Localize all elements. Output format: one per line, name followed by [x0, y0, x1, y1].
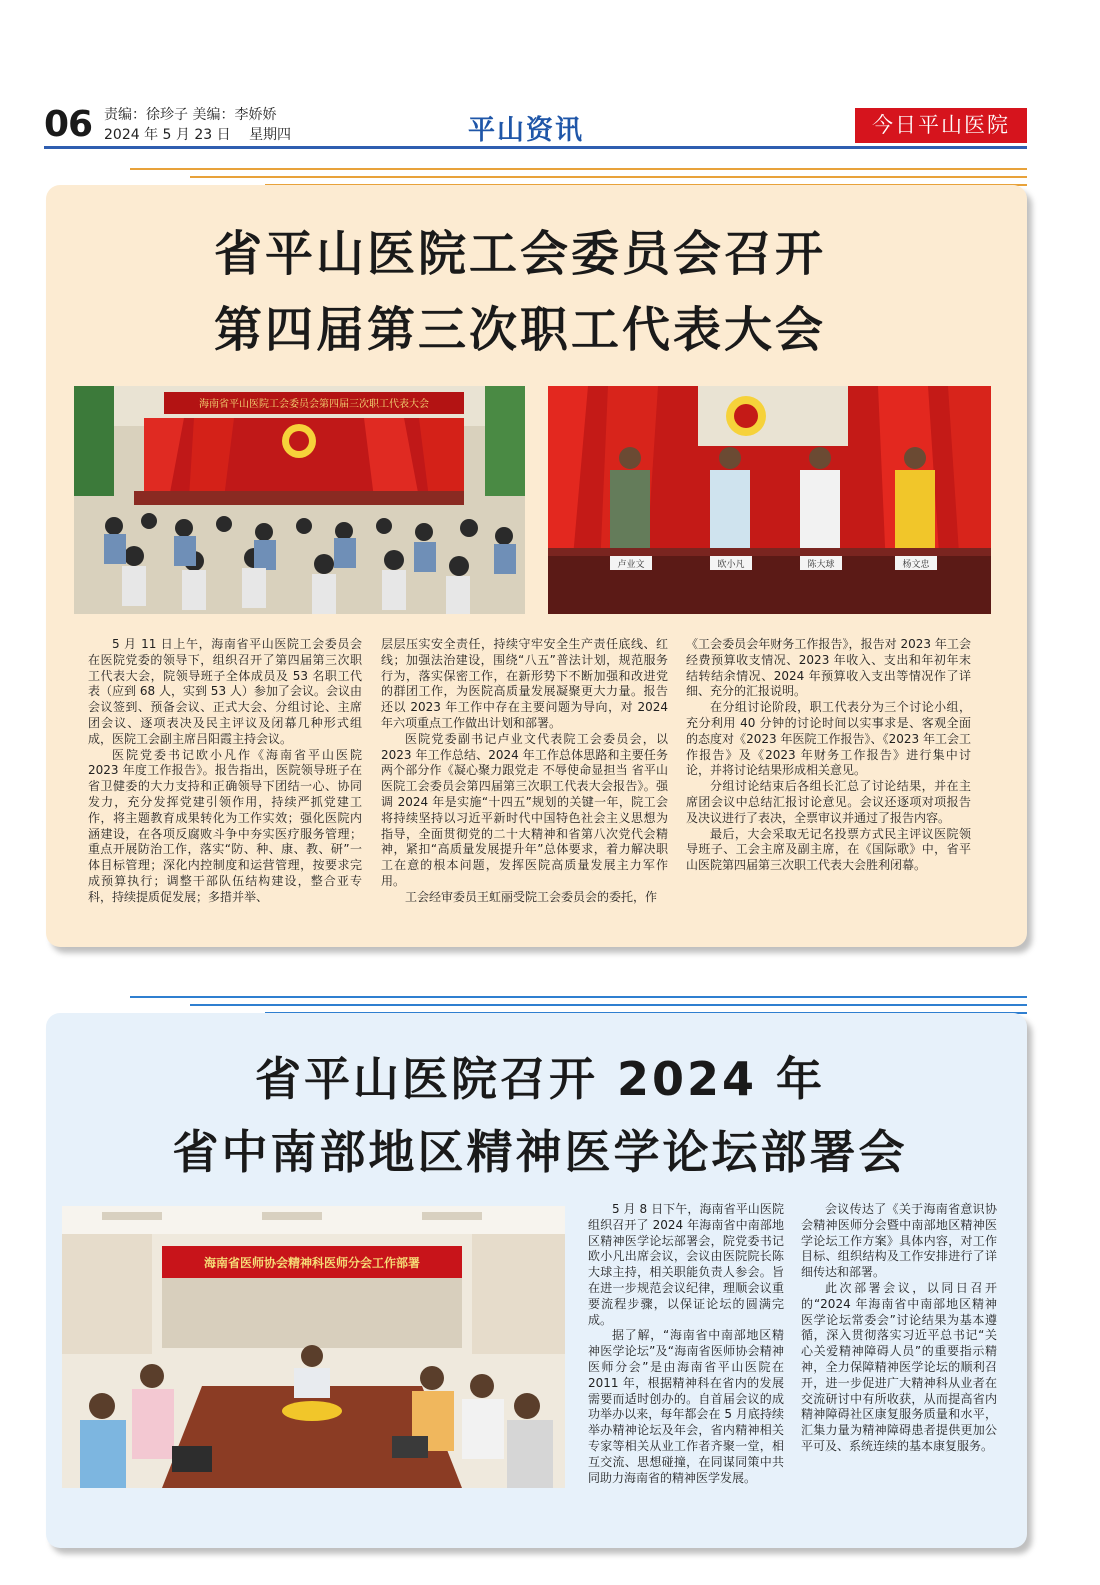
meeting-banner-text: 海南省医师协会精神科医师分会工作部署 [203, 1256, 421, 1270]
article2-paragraph: 会议传达了《关于海南省意识协会精神医师分会暨中南部地区精神医学论坛工作方案》具体内容，对工作目标、组织结构及工作安排进行了详细传达和部署。 [801, 1202, 997, 1280]
congress-banner-text: 海南省平山医院工会委员会第四届三次职工代表大会 [199, 399, 429, 410]
article1-paragraph: 层层压实安全责任，持续守牢安全生产责任底线、红线；加强法治建设，围绕“八五”普法计划，规范服务行为，落实保密工作，在新形势下不断加强和改进党的群团工作，为医院高质量发展凝聚更大力量。报告还以 2023 年工作中存在主要问题为导向，对 2024 年六项重点工作做出计划和部署。 [381, 637, 668, 730]
article1-column-3 [686, 637, 971, 874]
issue-date [104, 126, 305, 144]
article2-paragraph: 5 月 8 日下午，海南省平山医院组织召开了 2024 年海南省中南部地区精神医学论坛部署会，院党委书记欧小凡出席会议，会议由医院院长陈大球主持，相关职能负责人参会。旨在进一步规范会议纪律，理顺会议重要流程步骤，以保证论坛的圆满完成。 [588, 1202, 784, 1327]
article1-paragraph: 分组讨论结束后各组长汇总了讨论结果，并在主席团会议中总结汇报讨论意见。会议还逐项对项报告及决议进行了表决，全票审议并通过了报告内容。 [686, 779, 971, 825]
editors-credit: 责编：徐珍子 美编：李娇娇 [104, 107, 277, 123]
nameplate-4: 杨文忠 [902, 560, 930, 570]
nameplate-3: 陈大球 [807, 560, 835, 570]
congress-hall-illustration [74, 386, 525, 614]
article1-column-2 [381, 637, 668, 906]
article2-title-line1: 省平山医院召开 2024 年 [254, 1052, 826, 1106]
article2-title-line2: 省中南部地区精神医学论坛部署会 [172, 1125, 908, 1179]
deco-line-blue-2 [190, 1004, 1027, 1006]
article2-column-1 [588, 1202, 784, 1486]
newspaper-masthead: 今日平山医院 [855, 108, 1027, 143]
deco-line-blue-1 [130, 996, 1027, 998]
nameplate-1: 卢业文 [617, 560, 645, 570]
article1-title-line1: 省平山医院工会委员会召开 [213, 226, 826, 282]
photo-congress-hall [74, 386, 525, 614]
photo-leaders-stage [548, 386, 991, 614]
header-rule [44, 146, 1027, 149]
article1-paragraph: 《工会委员会年财务工作报告》，报告对 2023 年工会经费预算收支情况、2023 年收入、支出和年初年末结转结余情况、2024 年预算收入支出等情况作了详细、充分的汇报说明。 [686, 637, 971, 699]
article1-column-1 [88, 637, 362, 906]
section-title: 平山资讯 [468, 115, 584, 146]
deco-line-orange-1 [130, 168, 1027, 170]
article2-paragraph: 此次部署会议，以同日召开的“2024 年海南省中南部地区精神医学论坛常委会”讨论结果为基本遵循，深入贯彻落实习近平总书记“关心关爱精神障碍人员”的重要指示精神，全力保障精神医学论坛的顺利召开，进一步促进广大精神科从业者在交流研讨中有所收获，从而提高省内精神障碍社区康复服务质量和水平，汇集力量为精神障碍患者提供更加公平可及、系统连续的基本康复服务。 [801, 1280, 997, 1453]
article2-paragraph: 据了解，“海南省中南部地区精神医学论坛”及“海南省医师协会精神医师分会”是由海南省平山医院在 2011 年，根据精神科在省内的发展需要而适时创办的。自首届会议的成功举办以来，每年都会在 5 月底持续举办精神论坛及年会，省内精神相关专家等相关从业工作者齐聚一堂，相互交流、思想碰撞，在同谋同策中共同助力海南省的精神医学发展。 [588, 1328, 784, 1485]
article1-paragraph: 5 月 11 日上午，海南省平山医院工会委员会在医院党委的领导下，组织召开了第四届第三次职工代表大会，院领导班子全体成员及 53 名职工代表（应到 68 人，实到 53 人）参加了会议。会议由会议签到、预备会议、正式大会、分组讨论、主席团会议、逐项表决及民主评议及闭幕几种形式组成，医院工会副主席吕阳霞主持会议。 [88, 637, 362, 746]
article1-paragraph: 医院党委副书记卢业文代表院工会委员会，以 2023 年工作总结、2024 年工作总体思路和主要任务两个部分作《凝心聚力跟党走 不辱使命显担当 省平山医院工会委员会第四届第三次职工代表大会报告》。强调 2024 年是实施“十四五”规划的关键一年，院工会将持续坚持以习近平新时代中国特色社会主义思想为指导，全面贯彻党的二十大精神和省第八次党代会精神，紧扣“高质量发展提升年”总体要求，着力解决职工在意的根本问题，发挥医院高质量发展主力军作用。 [381, 731, 668, 888]
page-number: 06 [44, 104, 93, 145]
deployment-meeting-illustration [62, 1206, 565, 1488]
deco-line-orange-2 [190, 176, 1027, 178]
article1-paragraph: 医院党委书记欧小凡作《海南省平山医院 2023 年度工作报告》。报告指出，医院领导班子在省卫健委的大力支持和正确领导下团结一心、协同发力，充分发挥党建引领作用，持续严抓党建工作，将主题教育成果转化为工作实效；强化医院内涵建设，在各项反腐败斗争中夯实医疗服务管理；重点开展防治工作，落实“防、种、康、教、研”一体目标管理；深化内控制度和运营管理，按要求完成预算执行；调整干部队伍结构建设，整合亚专科，持续提质促发展；多措并举、 [88, 747, 362, 904]
article1-title-line2: 第四届第三次职工代表大会 [213, 302, 826, 358]
article1-paragraph: 最后，大会采取无记名投票方式民主评议医院领导班子、工会主席及副主席，在《国际歌》中，省平山医院第四届第三次职工代表大会胜利闭幕。 [686, 826, 971, 873]
article1-paragraph: 工会经审委员王虹丽受院工会委员会的委托，作 [405, 889, 658, 904]
photo-deployment-meeting [62, 1206, 565, 1488]
leaders-stage-illustration [548, 386, 991, 614]
nameplate-2: 欧小凡 [717, 560, 745, 570]
date-text: 2024 年 5 月 23 日 [104, 127, 231, 143]
weekday-text: 星期四 [249, 127, 292, 143]
article1-paragraph: 在分组讨论阶段，职工代表分为三个讨论小组，充分利用 40 分钟的讨论时间以实事求是、客观全面的态度对《2023 年医院工作报告》、《2023 年工会工作报告》及《2023 年财务工作报告》进行集中讨论，并将讨论结果形成相关意见。 [686, 700, 971, 778]
article2-column-2 [801, 1202, 997, 1455]
